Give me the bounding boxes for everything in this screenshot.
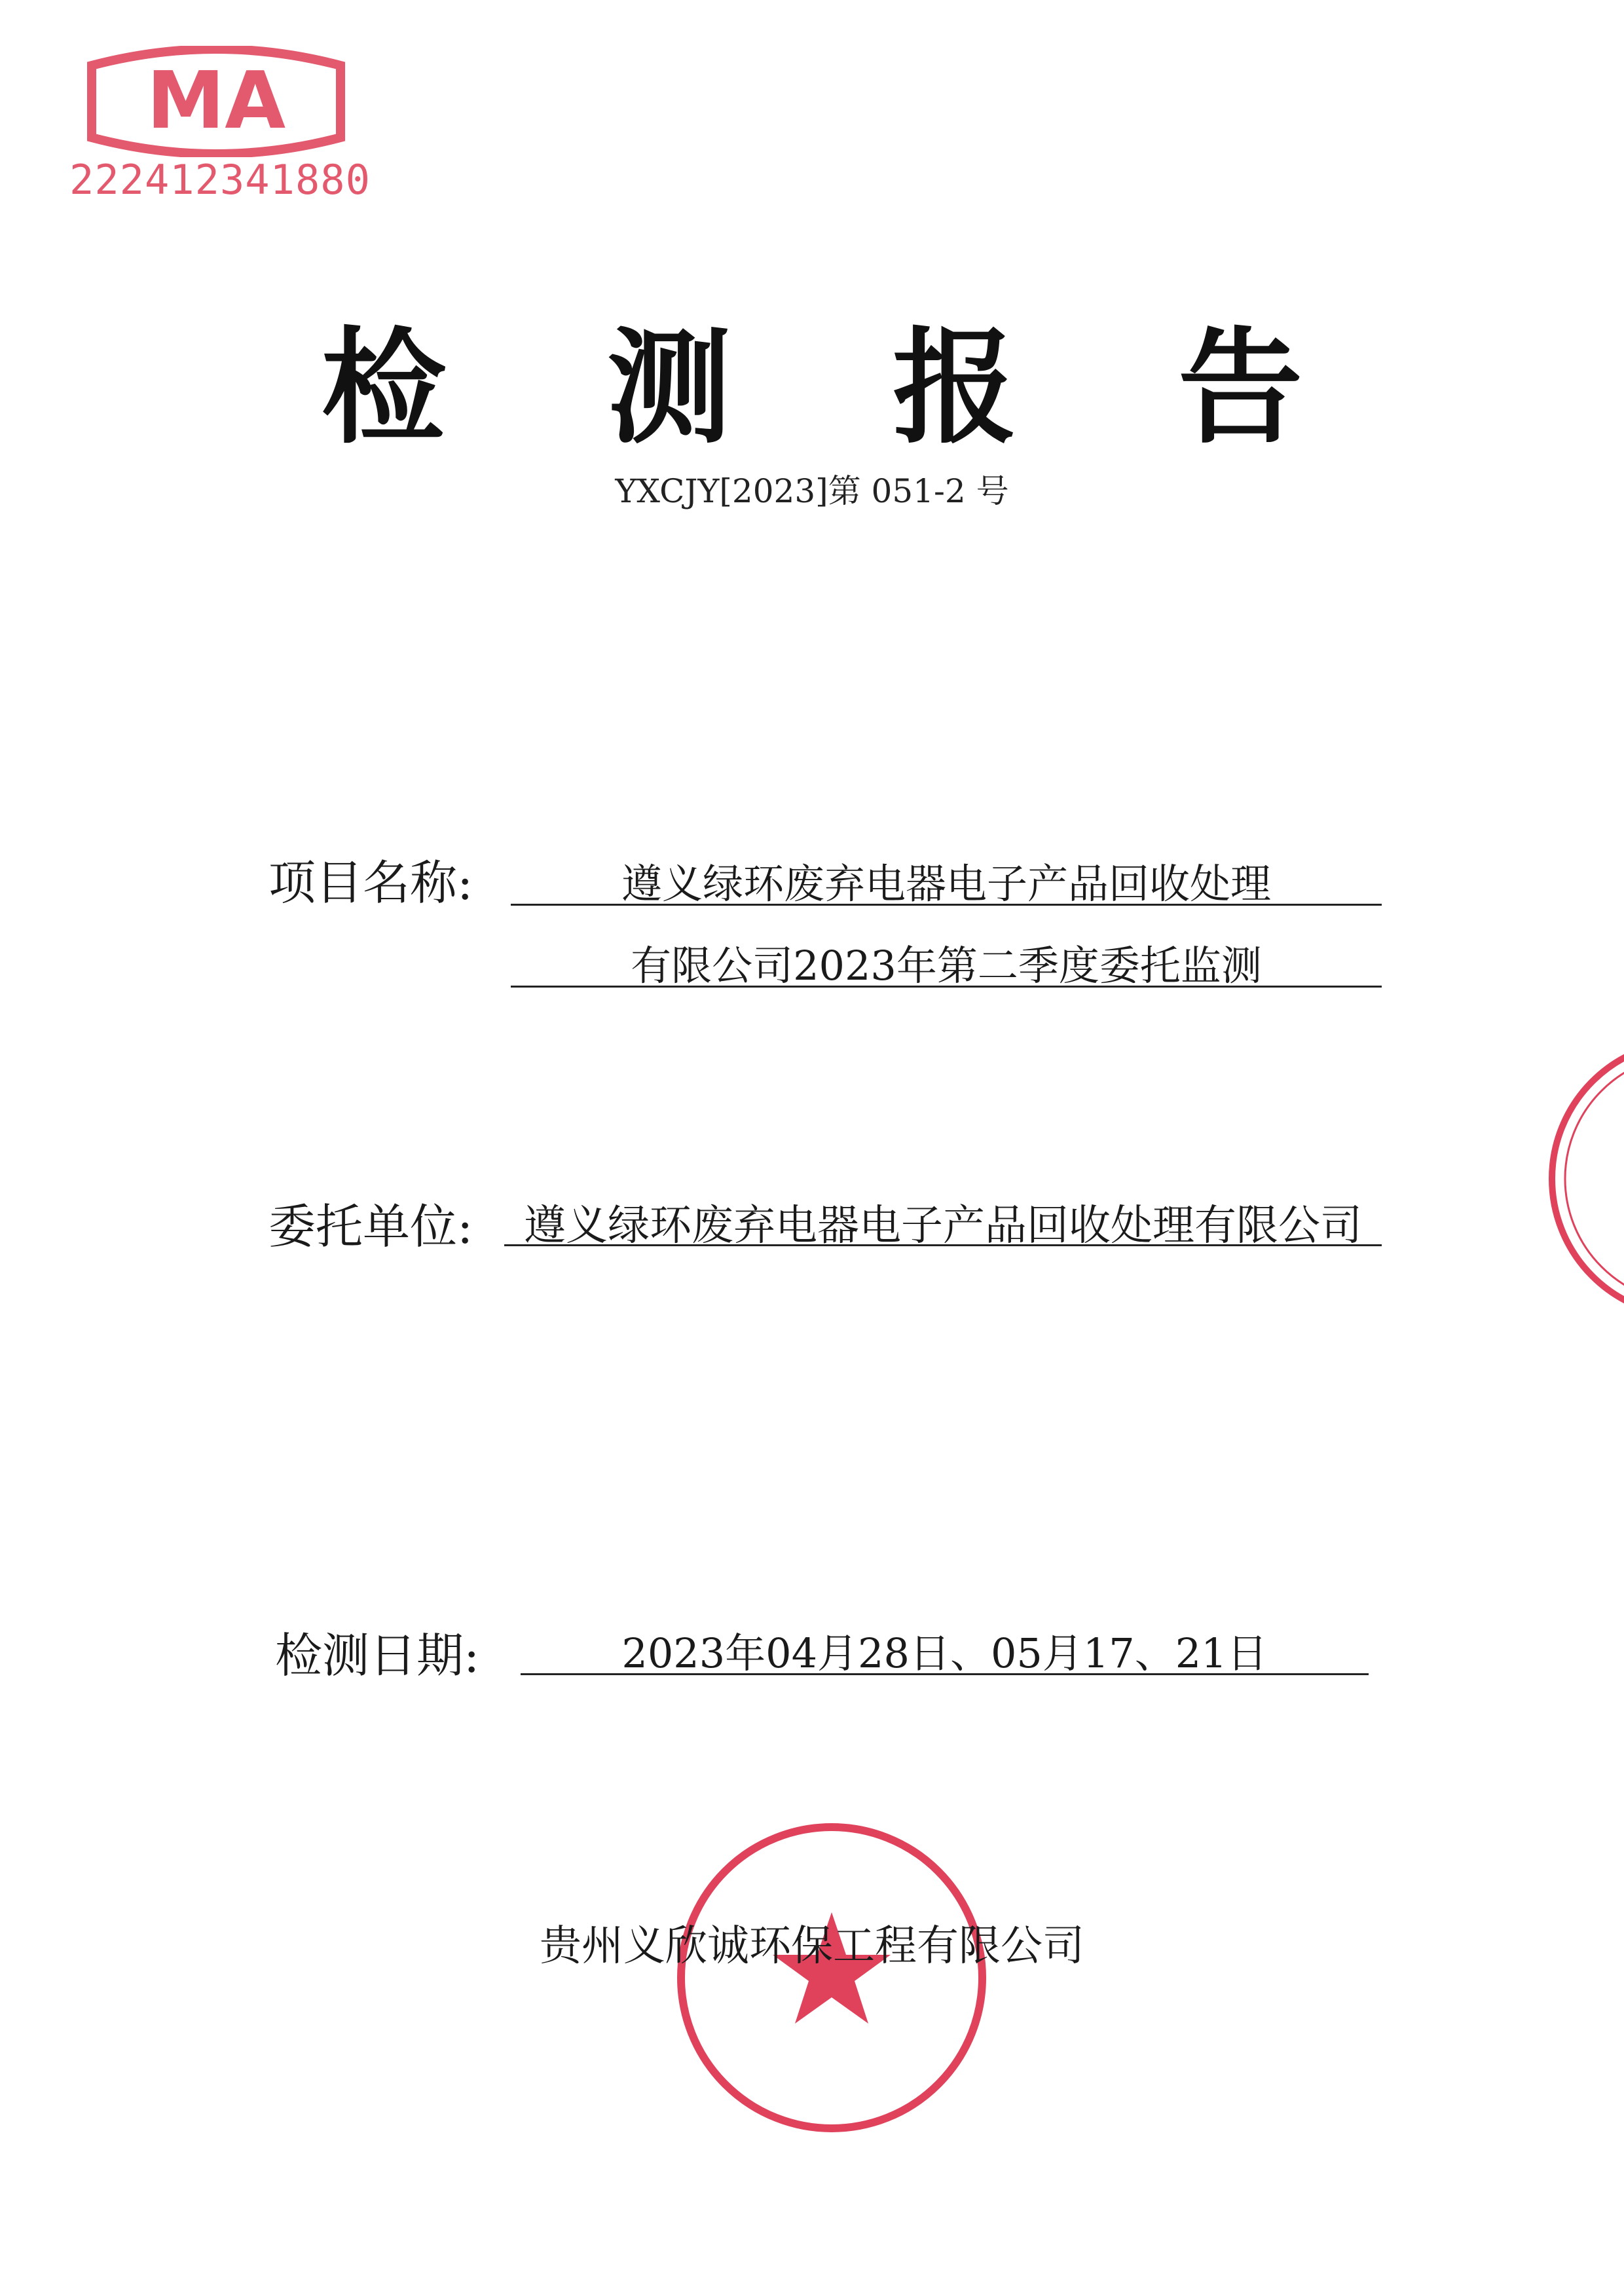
company-seal-icon	[668, 1814, 995, 2141]
cma-mark-text: MA	[146, 56, 286, 147]
report-number: YXCJY[2023]第 051-2 号	[615, 472, 1009, 510]
date-label: 检测日期:	[275, 1628, 480, 1683]
issuing-company: 贵州义欣诚环保工程有限公司	[540, 1922, 1084, 1971]
project-label: 项目名称:	[268, 855, 473, 910]
client-label: 委托单位:	[268, 1199, 473, 1254]
cma-logo-icon	[65, 46, 367, 157]
cma-number: 222412341880	[69, 156, 371, 204]
date-value: 2023年04月28日、05月17、21日	[521, 1621, 1369, 1675]
project-line2: 有限公司2023年第二季度委托监测	[511, 933, 1382, 988]
project-line1: 遵义绿环废弃电器电子产品回收处理	[511, 851, 1382, 906]
page-title: 检 测 报 告	[321, 316, 1362, 460]
side-seal-icon	[1532, 1035, 1624, 1323]
cma-mark	[65, 46, 371, 216]
client-value: 遵义绿环废弃电器电子产品回收处理有限公司	[504, 1192, 1382, 1246]
